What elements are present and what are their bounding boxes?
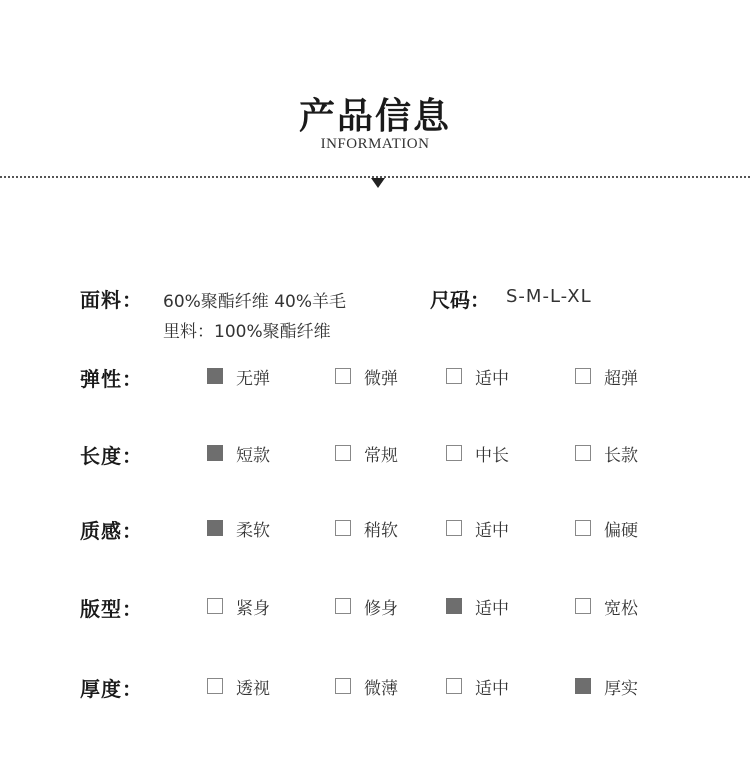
- checkbox-icon[interactable]: [335, 678, 351, 694]
- size-value: S-M-L-XL: [506, 286, 592, 307]
- checked-checkbox-icon[interactable]: [207, 520, 223, 536]
- attribute-row-length: [0, 438, 750, 468]
- checkbox-icon[interactable]: [207, 598, 223, 614]
- option-label: 厚实: [604, 678, 638, 699]
- option-label: 透视: [236, 678, 270, 699]
- checkbox-icon[interactable]: [575, 520, 591, 536]
- option-label: 常规: [364, 445, 398, 466]
- attribute-label: 版型：: [80, 597, 143, 621]
- option-label: 长款: [604, 445, 638, 466]
- option-item[interactable]: [575, 591, 638, 621]
- option-label: 适中: [475, 520, 509, 541]
- option-label: 超弹: [604, 368, 638, 389]
- option-item[interactable]: [446, 591, 509, 621]
- attribute-label: 长度：: [80, 444, 143, 468]
- checkbox-icon[interactable]: [335, 368, 351, 384]
- option-label: 稍软: [364, 520, 398, 541]
- checkbox-icon[interactable]: [575, 368, 591, 384]
- attribute-label: 弹性：: [80, 367, 143, 391]
- option-item[interactable]: [207, 591, 270, 621]
- checkbox-icon[interactable]: [335, 598, 351, 614]
- option-item[interactable]: [335, 591, 398, 621]
- option-label: 修身: [364, 598, 398, 619]
- option-label: 中长: [475, 445, 509, 466]
- option-item[interactable]: [575, 671, 638, 701]
- option-label: 偏硬: [604, 520, 638, 541]
- option-item[interactable]: [335, 361, 398, 391]
- fabric-label: 面料：: [80, 288, 143, 312]
- option-item[interactable]: [446, 513, 509, 543]
- option-label: 微弹: [364, 368, 398, 389]
- option-item[interactable]: [335, 671, 398, 701]
- option-label: 微薄: [364, 678, 398, 699]
- checkbox-icon[interactable]: [446, 445, 462, 461]
- attribute-label: 厚度：: [80, 677, 143, 701]
- option-item[interactable]: [575, 513, 638, 543]
- option-label: 适中: [475, 598, 509, 619]
- checkbox-icon[interactable]: [207, 678, 223, 694]
- checkbox-icon[interactable]: [335, 445, 351, 461]
- checkbox-icon[interactable]: [446, 678, 462, 694]
- checkbox-icon[interactable]: [446, 368, 462, 384]
- option-item[interactable]: [446, 361, 509, 391]
- attribute-row-texture: [0, 513, 750, 543]
- option-label: 短款: [236, 445, 270, 466]
- option-label: 适中: [475, 368, 509, 389]
- checkbox-icon[interactable]: [575, 598, 591, 614]
- option-label: 无弹: [236, 368, 270, 389]
- attribute-row-thickness: [0, 671, 750, 701]
- size-label: 尺码：: [430, 288, 490, 312]
- checkbox-icon[interactable]: [335, 520, 351, 536]
- option-item[interactable]: [207, 438, 270, 468]
- lining-composition: 里料：100%聚酯纤维: [163, 322, 331, 342]
- attribute-row-fit: [0, 591, 750, 621]
- checkbox-icon[interactable]: [446, 520, 462, 536]
- option-item[interactable]: [207, 513, 270, 543]
- checked-checkbox-icon[interactable]: [207, 368, 223, 384]
- option-item[interactable]: [207, 361, 270, 391]
- fabric-composition: 60%聚酯纤维 40%羊毛: [163, 292, 346, 312]
- checkbox-icon[interactable]: [575, 445, 591, 461]
- option-label: 适中: [475, 678, 509, 699]
- option-label: 紧身: [236, 598, 270, 619]
- checked-checkbox-icon[interactable]: [446, 598, 462, 614]
- option-item[interactable]: [335, 438, 398, 468]
- option-label: 宽松: [604, 598, 638, 619]
- option-item[interactable]: [575, 361, 638, 391]
- option-label: 柔软: [236, 520, 270, 541]
- checked-checkbox-icon[interactable]: [575, 678, 591, 694]
- option-item[interactable]: [207, 671, 270, 701]
- option-item[interactable]: [575, 438, 638, 468]
- option-item[interactable]: [446, 438, 509, 468]
- attribute-row-elasticity: [0, 361, 750, 391]
- checked-checkbox-icon[interactable]: [207, 445, 223, 461]
- attribute-label: 质感：: [80, 519, 143, 543]
- page-title: 产品信息: [298, 96, 451, 137]
- page-subtitle: INFORMATION: [320, 136, 430, 152]
- down-arrow-icon: [371, 178, 385, 188]
- option-item[interactable]: [335, 513, 398, 543]
- option-item[interactable]: [446, 671, 509, 701]
